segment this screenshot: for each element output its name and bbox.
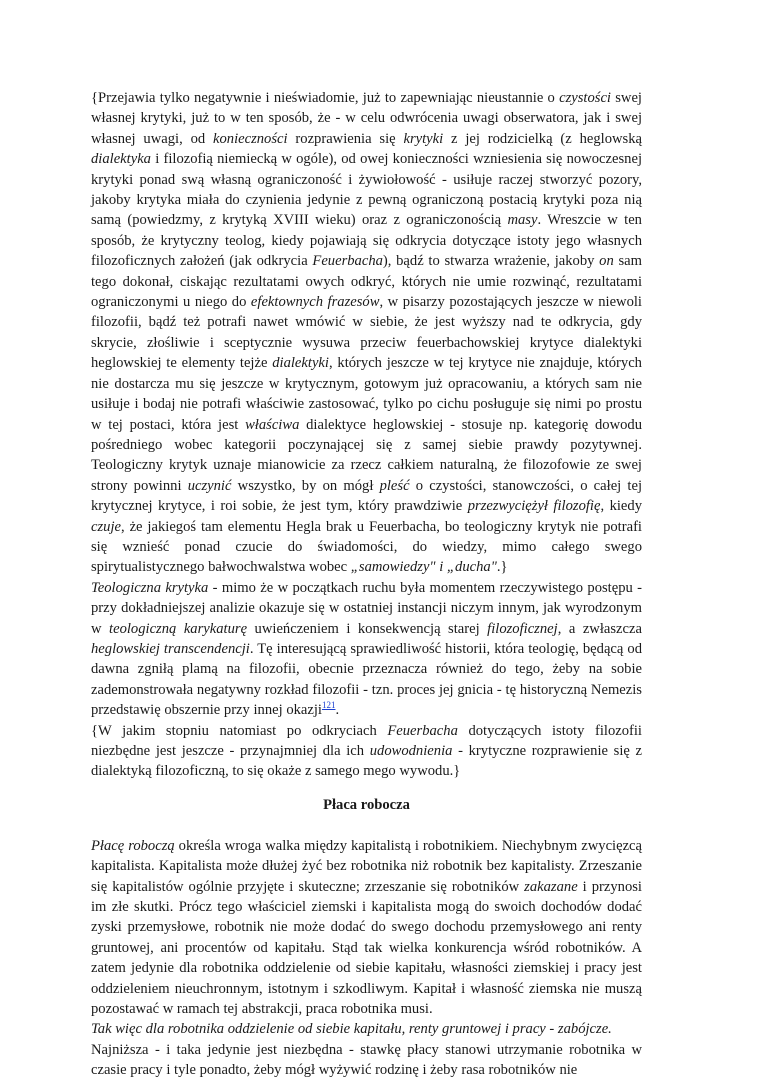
italic-text: teologiczną karykaturę	[109, 620, 248, 637]
text-run: wszystko, by on mógł	[231, 477, 380, 494]
italic-text: udowodnienia	[369, 743, 453, 759]
italic-text: Feuerbacha	[387, 722, 458, 739]
text-run: .	[335, 702, 340, 719]
text-run: uwieńczeniem i konsekwencją starej	[247, 620, 488, 637]
italic-text: przezwyciężył filozofię	[467, 498, 601, 515]
text-run: sam tego dokonał, ciskając rezultatami owych odkryć, których nie umie rozwinąć, rezultatami ograniczonymi u niego do	[91, 253, 642, 311]
italic-text: on	[599, 253, 614, 270]
text-run: , których jeszcze w tej krytyce nie znajduje, których nie dostarcza mu się jeszcze w krytycznym, gotowym już opracowaniu, a których sam nie usiłuje i bodaj nie potrafi właściwie zastosować, tylko po cichu posługuje się nimi po prostu w tej postaci, która jest	[91, 355, 642, 433]
paragraph-critique-2	[91, 578, 642, 721]
italic-text: heglowskiej transcendencji	[91, 640, 250, 657]
paragraph-wages-2	[91, 1019, 642, 1039]
text-run: - mimo że w początkach ruchu była momentem rzeczywistego postępu - przy dokładniejszej analizie okazuje się w ostatniej instancji niczym innym, jak wyrodzonym w	[91, 579, 643, 637]
text-run: Najniższa - i taka jedynie jest niezbędna - stawkę płacy stanowi utrzymanie robotnika w czasie pracy i tyle ponadto, żeby mógł wyżywić rodzinę i żeby rasa robotników nie	[91, 1041, 642, 1079]
text-run: i filozofią niemiecką w ogóle), od owej konieczności wzniesienia się nowoczesnej krytyki ponad swą własną ograniczoność i żywiołowość - usiłuje raczej stworzyć pozory, jakoby krytyka miała do czynienia jedynie z pewną ograniczoną postacią krytyki poza nią samą (powiedzmy, z krytyką XVIII wieku) oraz z ograniczonością	[91, 151, 642, 229]
text-run: określa wroga walka między kapitalistą i robotnikiem. Niechybnym zwycięzcą kapitalista. Kapitalista może dłużej żyć bez robotnika niż robotnik bez kapitalisty. Zrzeszanie się kapitalistów ogólnie przyjęte i skuteczne; zrzeszanie się robotników	[91, 837, 643, 895]
text-run: , że jakiegoś tam elementu Hegla brak u Feuerbacha, bo teologiczny krytyk nie potrafi się wznieść ponad czucie do świadomości, do wiedzy, mimo całego swego spirytualistycznego bałwochwalstwa wobec	[91, 518, 642, 576]
italic-text: dialektyka	[91, 151, 151, 168]
italic-text: „samowiedzy" i „ducha"	[350, 559, 497, 576]
text-run: , w pisarzy pozostających jeszcze w niewoli filozofii, bądź też potrafi nawet wmówić w siebie, że jest wyższy nad te odkrycia, gdy skrycie, złośliwie i sceptycznie wysuwa przeciw feuerbachowskiej krytyce dialektyki heglowskiej te elementy tejże	[91, 294, 642, 372]
italic-text: pleść	[379, 477, 410, 494]
text-run: swej własnej krytyki, już to w ten sposób, że - w celu odwrócenia uwagi obserwatora, jak i swej własnej uwagi, od	[91, 90, 642, 147]
paragraph-critique-3	[91, 721, 642, 782]
italic-text: efektownych frazesów	[250, 294, 380, 311]
text-run: , a zwłaszcza	[557, 620, 642, 637]
footnote-link[interactable]: 121	[321, 700, 336, 711]
text-run: dialektyce heglowskiej - stosuje np. kategorię dowodu pośredniego wobec kategorii poczynającej się z samej siebie prawdy pozytywnej. Teologiczny krytyk uznaje mianowicie za rzecz całkiem naturalną, że filozofowie ze swej strony powinni	[91, 416, 643, 494]
italic-text: Tak więc dla robotnika oddzielenie od siebie kapitału, renty gruntowej i pracy - zabójcze.	[91, 1021, 612, 1038]
italic-text: krytyki	[403, 130, 444, 147]
italic-text: dialektyki	[272, 355, 329, 372]
italic-text: zakazane	[524, 878, 578, 895]
text-run: rozprawienia się	[287, 130, 404, 147]
paragraph-critique-1	[91, 88, 642, 578]
text-run: , kiedy	[600, 498, 642, 515]
text-run: . Tę interesującą sprawiedliwość historii, która teologię, będącą od dawna zgniłą plamą na filozofii, obecnie przeznacza również do tego, żeby na sobie zademonstrowała negatywny rozkład filozofii - tzn. proces jej gnicia - tę historyczną Nemezis przedstawię obszernie przy innej okazji	[91, 640, 643, 719]
document-page	[91, 88, 642, 1081]
text-run: .}	[496, 559, 508, 576]
text-run: . Wreszcie w ten sposób, że krytyczny teolog, kiedy pojawiają się odkrycia dotyczące istoty jego własnych filozoficznych założeń (jak odkrycia	[91, 212, 642, 270]
italic-text: konieczności	[213, 130, 288, 147]
text-run: z jej rodzicielką (z heglowską	[443, 130, 642, 147]
italic-text: czystości	[559, 90, 611, 106]
section-heading: Płaca robocza	[323, 796, 410, 813]
italic-text: Teologiczna krytyka	[91, 579, 209, 596]
text-run: - krytyczne rozprawienie się z dialektyką filozoficzną, to się okaże z samego mego wywodu.}	[91, 743, 642, 780]
paragraph-wages-1	[91, 836, 642, 1020]
italic-text: czuje	[91, 518, 121, 535]
text-run: i przynosi im złe skutki. Prócz tego właściciel ziemski i kapitalista mogą do swoich dochodów dodać zyski przemysłowe, robotnik nie może dodać do swego dochodu przemysłowego ani renty gruntowej, ani procentów od kapitału. Stąd tak wielka konkurencja wśród robotników. A zatem jedynie dla robotnika oddzielenie od siebie kapitału, własności ziemskiej i pracy jest oddzieleniem nieuchronnym, istotnym i szkodliwym. Kapitał i własność ziemska nie muszą pozostawać w ramach tej abstrakcji, praca robotnika musi.	[91, 878, 642, 1018]
italic-text: filozoficznej	[487, 620, 558, 637]
italic-text: masy	[507, 212, 538, 229]
italic-text: Płacę roboczą	[91, 837, 175, 854]
text-run: ), bądź to stwarza wrażenie, jakoby	[382, 253, 600, 270]
italic-text: uczynić	[187, 477, 232, 494]
italic-text: Feuerbacha	[312, 253, 383, 270]
italic-text: właściwa	[245, 416, 300, 433]
text-run: {W jakim stopniu natomiast po odkryciach	[91, 722, 388, 739]
text-run: {Przejawia tylko negatywnie i nieświadomie, już to zapewniając nieustannie o	[91, 90, 560, 106]
text-run: dotyczących istoty filozofii niezbędne jest jeszcze - przynajmniej dla ich	[91, 722, 642, 759]
text-run: o czystości, stanowczości, o całej tej krytycznej krytyce, i roi sobie, że jest tym, który prawdziwie	[91, 477, 642, 515]
